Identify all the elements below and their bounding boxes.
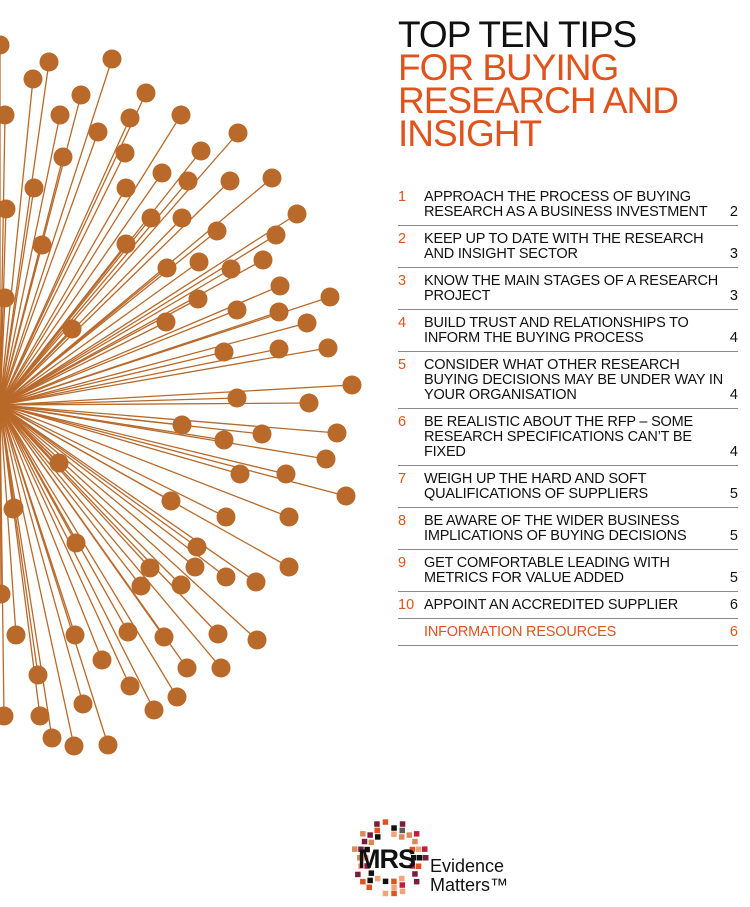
toc-page-number: 2 (729, 204, 738, 220)
logo-pixel (383, 879, 389, 885)
burst-dot (267, 226, 286, 245)
burst-dot (172, 576, 191, 595)
logo-pixel (383, 819, 389, 825)
logo-pixel (375, 828, 381, 834)
burst-spoke (0, 405, 154, 710)
toc-number: 6 (398, 414, 407, 430)
burst-dot (50, 454, 69, 473)
burst-dot (270, 303, 289, 322)
burst-dot (221, 172, 240, 191)
burst-dot (31, 707, 50, 726)
burst-dot (298, 314, 317, 333)
logo-pixel (383, 891, 389, 897)
burst-dot (93, 651, 112, 670)
logo-pixel (422, 846, 428, 852)
toc-title: INFORMATION RESOURCES (424, 624, 617, 640)
burst-spoke (0, 405, 52, 738)
burst-dot (51, 106, 70, 125)
burst-dot (89, 123, 108, 142)
burst-dot (132, 577, 151, 596)
toc-page-number: 4 (729, 444, 738, 460)
title-line-4: INSIGHT (398, 113, 542, 154)
toc-number: 4 (398, 315, 407, 331)
burst-dot (117, 179, 136, 198)
burst-dot (254, 251, 273, 270)
burst-dot (54, 148, 73, 167)
burst-dot (40, 53, 59, 72)
burst-dot (328, 424, 347, 443)
toc-item-9[interactable] (398, 550, 738, 592)
burst-dot (270, 340, 289, 359)
logo-pixel (367, 878, 373, 884)
logo-pixel (400, 828, 406, 834)
toc-title: BUILD TRUST AND RELATIONSHIPS TO INFORM THE BUYING PROCESS (424, 315, 689, 346)
logo-pixel (399, 834, 405, 840)
burst-spoke (0, 405, 262, 434)
burst-dot (178, 659, 197, 678)
burst-dot (247, 573, 266, 592)
burst-dot (63, 320, 82, 339)
logo-tagline-line-2: Matters™ (430, 875, 509, 895)
logo-pixel (375, 876, 381, 882)
logo-pixel (400, 889, 406, 895)
toc-page-number: 5 (729, 570, 738, 586)
toc-item-8[interactable] (398, 508, 738, 550)
burst-dot (0, 106, 15, 125)
burst-dot (343, 376, 362, 395)
logo-pixel (400, 882, 406, 888)
burst-dot (172, 106, 191, 125)
burst-dot (248, 631, 267, 650)
burst-dot (33, 236, 52, 255)
burst-spoke (0, 323, 307, 405)
burst-spoke (0, 405, 256, 582)
logo-pixel (374, 821, 380, 827)
toc-title: BE REALISTIC ABOUT THE RFP – SOME RESEARCH SPECIFICATIONS CAN’T BE FIXED (424, 414, 693, 460)
burst-dot (145, 701, 164, 720)
burst-dot (217, 568, 236, 587)
logo-pixel (391, 825, 397, 831)
burst-dot (317, 450, 336, 469)
burst-dot (186, 558, 205, 577)
logo-pixel (391, 879, 397, 885)
logo-pixel (367, 832, 373, 838)
burst-spoke (0, 405, 181, 585)
document-title (398, 14, 738, 154)
burst-dot (215, 343, 234, 362)
burst-spoke (0, 405, 218, 634)
burst-dot (141, 559, 160, 578)
burst-dot (65, 737, 84, 756)
toc-page-number: 6 (729, 597, 738, 613)
toc-page-number: 6 (729, 624, 738, 640)
toc-page-number: 3 (729, 288, 738, 304)
toc-item-1[interactable] (398, 184, 738, 226)
burst-dot (157, 313, 176, 332)
burst-spoke (0, 405, 197, 547)
burst-dot (229, 124, 248, 143)
table-of-contents (398, 184, 738, 646)
burst-dot (190, 253, 209, 272)
burst-dot (119, 623, 138, 642)
toc-title: GET COMFORTABLE LEADING WITH METRICS FOR VALUE ADDED (424, 555, 670, 586)
burst-dot (72, 86, 91, 105)
burst-dot (337, 487, 356, 506)
toc-page-number: 5 (729, 528, 738, 544)
burst-dot (158, 259, 177, 278)
burst-dot (217, 508, 236, 527)
toc-item-resources[interactable] (398, 619, 738, 646)
toc-item-5[interactable] (398, 352, 738, 409)
burst-dot (43, 729, 62, 748)
toc-title: KEEP UP TO DATE WITH THE RESEARCH AND INSIGHT SECTOR (424, 231, 704, 262)
burst-dot (280, 558, 299, 577)
toc-item-3[interactable] (398, 268, 738, 310)
title-line-3: RESEARCH AND (398, 80, 678, 121)
toc-title: APPROACH THE PROCESS OF BUYING RESEARCH AS A BUSINESS INVESTMENT (424, 189, 708, 220)
burst-dot (4, 500, 23, 519)
toc-title: CONSIDER WHAT OTHER RESEARCH BUYING DECISIONS MAY BE UNDER WAY IN YOUR ORGANISATION (424, 357, 723, 403)
mrs-logo (350, 818, 550, 898)
burst-dot (155, 628, 174, 647)
toc-number: 8 (398, 513, 407, 529)
burst-dot (271, 277, 290, 296)
burst-dot (253, 425, 272, 444)
burst-dot (0, 707, 14, 726)
burst-dot (231, 465, 250, 484)
logo-pixel (416, 864, 422, 870)
toc-title: KNOW THE MAIN STAGES OF A RESEARCH PROJECT (424, 273, 718, 304)
toc-number: 7 (398, 471, 407, 487)
logo-pixel (391, 891, 397, 897)
burst-dot (280, 508, 299, 527)
burst-dot (288, 205, 307, 224)
toc-number: 1 (398, 189, 407, 205)
toc-title: APPOINT AN ACCREDITED SUPPLIER (424, 597, 678, 613)
burst-dot (0, 200, 16, 219)
toc-title: WEIGH UP THE HARD AND SOFT QUALIFICATIONS OF SUPPLIERS (424, 471, 648, 502)
burst-dot (67, 534, 86, 553)
burst-dot (208, 222, 227, 241)
logo-pixel (391, 885, 397, 891)
logo-mrs-text: MRS (358, 844, 415, 874)
burst-dot (209, 625, 228, 644)
burst-dot (212, 659, 231, 678)
burst-dot (116, 144, 135, 163)
burst-dot (168, 688, 187, 707)
logo-pixel (400, 821, 406, 827)
logo-pixel (417, 855, 423, 861)
toc-page-number: 3 (729, 246, 738, 262)
logo-pixel (416, 847, 422, 853)
burst-dot (99, 736, 118, 755)
toc-item-4[interactable] (398, 310, 738, 352)
burst-dot (173, 416, 192, 435)
toc-page-number: 4 (729, 387, 738, 403)
burst-dot (121, 677, 140, 696)
burst-dot (24, 70, 43, 89)
burst-dot (137, 84, 156, 103)
toc-page-number: 4 (729, 330, 738, 346)
burst-dot (25, 179, 44, 198)
burst-dot (228, 301, 247, 320)
burst-dot (263, 169, 282, 188)
burst-spoke (0, 405, 221, 668)
toc-item-2[interactable] (398, 226, 738, 268)
toc-number: 3 (398, 273, 407, 289)
logo-pixel (352, 846, 358, 852)
toc-item-7[interactable] (398, 466, 738, 508)
burst-dot (300, 394, 319, 413)
burst-dot (321, 288, 340, 307)
logo-pixel (423, 855, 429, 861)
burst-dot (162, 492, 181, 511)
toc-title: BE AWARE OF THE WIDER BUSINESS IMPLICATIONS OF BUYING DECISIONS (424, 513, 687, 544)
burst-dot (0, 585, 11, 604)
burst-spoke (0, 405, 346, 496)
burst-dot (117, 235, 136, 254)
burst-dot (228, 389, 247, 408)
burst-dot (153, 164, 172, 183)
title-line-2: FOR BUYING (398, 47, 619, 88)
toc-page-number: 5 (729, 486, 738, 502)
burst-dot (188, 538, 207, 557)
burst-dot (189, 290, 208, 309)
toc-number: 5 (398, 357, 407, 373)
burst-dot (0, 289, 15, 308)
logo-pixel (391, 831, 397, 837)
burst-dot (173, 209, 192, 228)
title-line-1: TOP TEN TIPS (398, 14, 637, 55)
logo-pixel (375, 834, 381, 840)
burst-dot (0, 36, 10, 55)
toc-item-10[interactable] (398, 592, 738, 619)
toc-number: 9 (398, 555, 407, 571)
burst-dot (222, 260, 241, 279)
burst-dot (74, 695, 93, 714)
logo-tagline-line-1: Evidence (430, 856, 505, 876)
burst-dot (7, 626, 26, 645)
logo-pixel (407, 832, 413, 838)
burst-dot (29, 666, 48, 685)
logo-pixel (360, 879, 366, 885)
burst-dot (121, 109, 140, 128)
logo-pixel (414, 879, 420, 885)
burst-dot (142, 209, 161, 228)
burst-spoke (0, 115, 181, 405)
burst-dot (179, 172, 198, 191)
burst-dot (277, 465, 296, 484)
toc-item-6[interactable] (398, 409, 738, 466)
burst-dot (66, 626, 85, 645)
burst-dot (192, 142, 211, 161)
burst-dot (215, 431, 234, 450)
burst-spoke (0, 405, 286, 474)
logo-pixel (360, 831, 366, 837)
burst-dot (103, 50, 122, 69)
logo-pixel (414, 831, 420, 837)
toc-number: 2 (398, 231, 407, 247)
toc-number: 10 (398, 597, 415, 613)
burst-dot (319, 339, 338, 358)
logo-pixel (367, 885, 373, 891)
logo-pixel (399, 876, 405, 882)
